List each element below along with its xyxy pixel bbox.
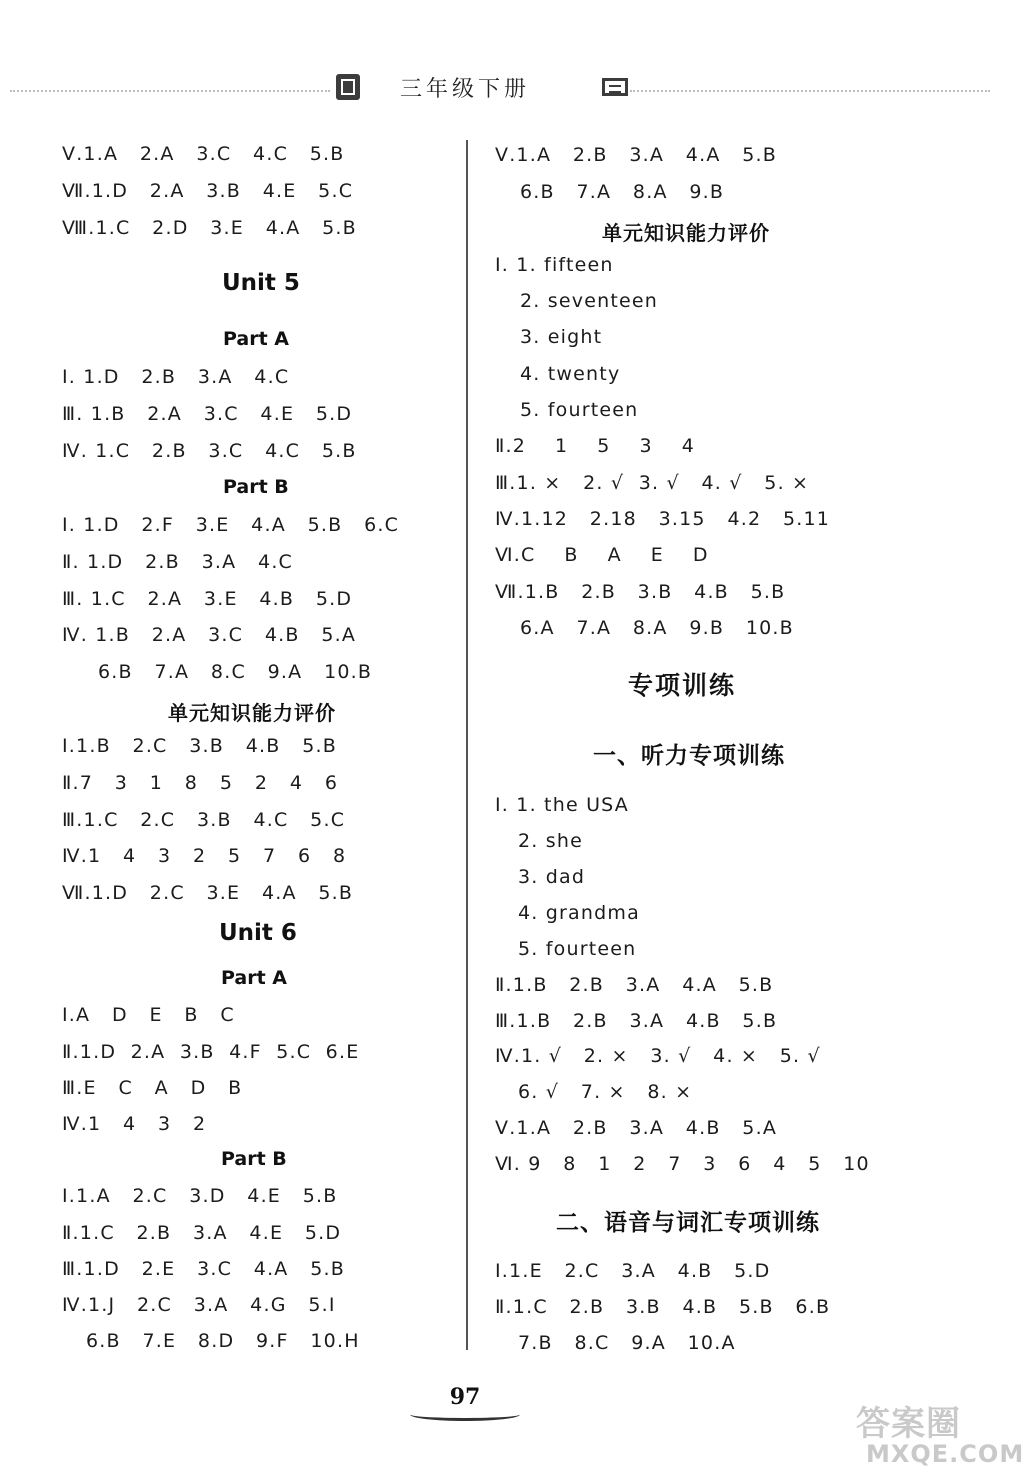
watermark-text: 答案圈	[856, 1404, 961, 1444]
answer-line: Ⅲ.1.D 2.E 3.C 4.A 5.B	[62, 1258, 345, 1280]
answer-line: Ⅰ.A D E B C	[62, 1004, 235, 1026]
answer-line: Ⅲ. 1.B 2.A 3.C 4.E 5.D	[62, 403, 353, 425]
answer-line: 6. √ 7. × 8. ×	[518, 1081, 693, 1103]
answer-line: 5. fourteen	[518, 938, 637, 960]
unit-heading: Unit 5	[222, 270, 300, 296]
answer-line: Ⅰ. 1. fifteen	[495, 254, 614, 276]
header-title: 三年级下册	[400, 77, 531, 102]
answer-line: Ⅶ.1.D 2.C 3.E 4.A 5.B	[62, 882, 354, 904]
page-number-ornament	[410, 1408, 520, 1421]
page-header	[0, 62, 1000, 114]
answer-line: Ⅶ.1.D 2.A 3.B 4.E 5.C	[62, 180, 354, 202]
answer-line: 4. twenty	[520, 363, 621, 385]
answer-line: Ⅱ.7 3 1 8 5 2 4 6	[62, 772, 339, 794]
answer-line: Ⅳ.1.J 2.C 3.A 4.G 5.I	[62, 1294, 336, 1316]
answer-line: Ⅱ.1.C 2.B 3.A 4.E 5.D	[62, 1222, 342, 1244]
answer-line: Ⅰ.1.B 2.C 3.B 4.B 5.B	[62, 735, 337, 757]
answer-line: Ⅳ.1 4 3 2	[62, 1113, 207, 1135]
page-number: 97	[449, 1384, 481, 1410]
answer-line: Ⅳ. 1.B 2.A 3.C 4.B 5.A	[62, 624, 357, 646]
answer-line: 6.A 7.A 8.A 9.B 10.B	[520, 617, 794, 639]
answer-line: Ⅴ.1.A 2.A 3.C 4.C 5.B	[62, 143, 345, 165]
grade-mark-icon	[602, 78, 628, 96]
answer-line: Ⅰ. 1. the USA	[495, 794, 629, 816]
part-heading: Part A	[221, 967, 288, 989]
unit-heading: Unit 6	[219, 920, 297, 946]
answer-line: Ⅳ.1 4 3 2 5 7 6 8	[62, 845, 347, 867]
answer-line: 4. grandma	[518, 902, 640, 924]
answer-line: Ⅱ.1.B 2.B 3.A 4.A 5.B	[495, 974, 774, 996]
page-footer	[400, 1378, 530, 1422]
site-watermark	[856, 1396, 1024, 1472]
part-heading: Part B	[221, 1148, 287, 1170]
answer-line: Ⅰ. 1.D 2.B 3.A 4.C	[62, 366, 290, 388]
answer-line: Ⅱ.2 1 5 3 4	[495, 435, 696, 457]
answer-line: Ⅴ.1.A 2.B 3.A 4.B 5.A	[495, 1117, 778, 1139]
book-logo-icon	[336, 74, 360, 100]
answer-line: 2. she	[518, 830, 583, 852]
special-training-heading: 专项训练	[628, 671, 737, 700]
answer-line: 2. seventeen	[520, 290, 659, 312]
section-heading: 单元知识能力评价	[168, 701, 336, 725]
answer-line: Ⅲ.1. × 2. √ 3. √ 4. √ 5. ×	[495, 472, 810, 494]
section-heading: 二、语音与词汇专项训练	[556, 1210, 820, 1236]
part-heading: Part B	[223, 476, 289, 498]
answer-line: Ⅶ.1.B 2.B 3.B 4.B 5.B	[495, 581, 786, 603]
answer-line: Ⅰ. 1.D 2.F 3.E 4.A 5.B 6.C	[62, 514, 400, 536]
answer-line: Ⅳ.1. √ 2. × 3. √ 4. × 5. √	[495, 1045, 821, 1067]
answer-line: Ⅴ.1.A 2.B 3.A 4.A 5.B	[495, 144, 778, 166]
answer-line: Ⅲ.1.C 2.C 3.B 4.C 5.C	[62, 809, 346, 831]
answer-line: Ⅲ. 1.C 2.A 3.E 4.B 5.D	[62, 588, 353, 610]
answer-line: 3. dad	[518, 866, 586, 888]
answer-line: Ⅷ.1.C 2.D 3.E 4.A 5.B	[62, 217, 357, 239]
watermark-url: MXQE.COM	[866, 1440, 1024, 1468]
answer-line: Ⅰ.1.A 2.C 3.D 4.E 5.B	[62, 1185, 338, 1207]
answer-line: 3. eight	[520, 326, 603, 348]
header-dotted-rule-left	[10, 90, 330, 92]
answer-line: Ⅲ.E C A D B	[62, 1077, 243, 1099]
column-divider	[466, 140, 468, 1350]
answer-line: Ⅱ. 1.D 2.B 3.A 4.C	[62, 551, 294, 573]
answer-line: Ⅳ. 1.C 2.B 3.C 4.C 5.B	[62, 440, 357, 462]
answer-line: Ⅵ.C B A E D	[495, 544, 709, 566]
answer-line: Ⅰ.1.E 2.C 3.A 4.B 5.D	[495, 1260, 771, 1282]
answer-line: Ⅱ.1.C 2.B 3.B 4.B 5.B 6.B	[495, 1296, 831, 1318]
answer-line: 6.B 7.A 8.C 9.A 10.B	[98, 661, 373, 683]
answer-line: Ⅱ.1.D 2.A 3.B 4.F 5.C 6.E	[62, 1041, 360, 1063]
answer-line: Ⅳ.1.12 2.18 3.15 4.2 5.11	[495, 508, 831, 530]
answer-line: 5. fourteen	[520, 399, 639, 421]
answer-line: Ⅲ.1.B 2.B 3.A 4.B 5.B	[495, 1010, 778, 1032]
section-heading: 一、听力专项训练	[593, 743, 785, 769]
answer-line: 6.B 7.A 8.A 9.B	[520, 181, 725, 203]
part-heading: Part A	[223, 328, 290, 350]
section-heading: 单元知识能力评价	[602, 221, 770, 245]
answer-line: Ⅵ. 9 8 1 2 7 3 6 4 5 10	[495, 1153, 870, 1175]
answer-line: 7.B 8.C 9.A 10.A	[518, 1332, 736, 1354]
answer-line: 6.B 7.E 8.D 9.F 10.H	[86, 1330, 360, 1352]
header-dotted-rule-right	[630, 90, 990, 92]
